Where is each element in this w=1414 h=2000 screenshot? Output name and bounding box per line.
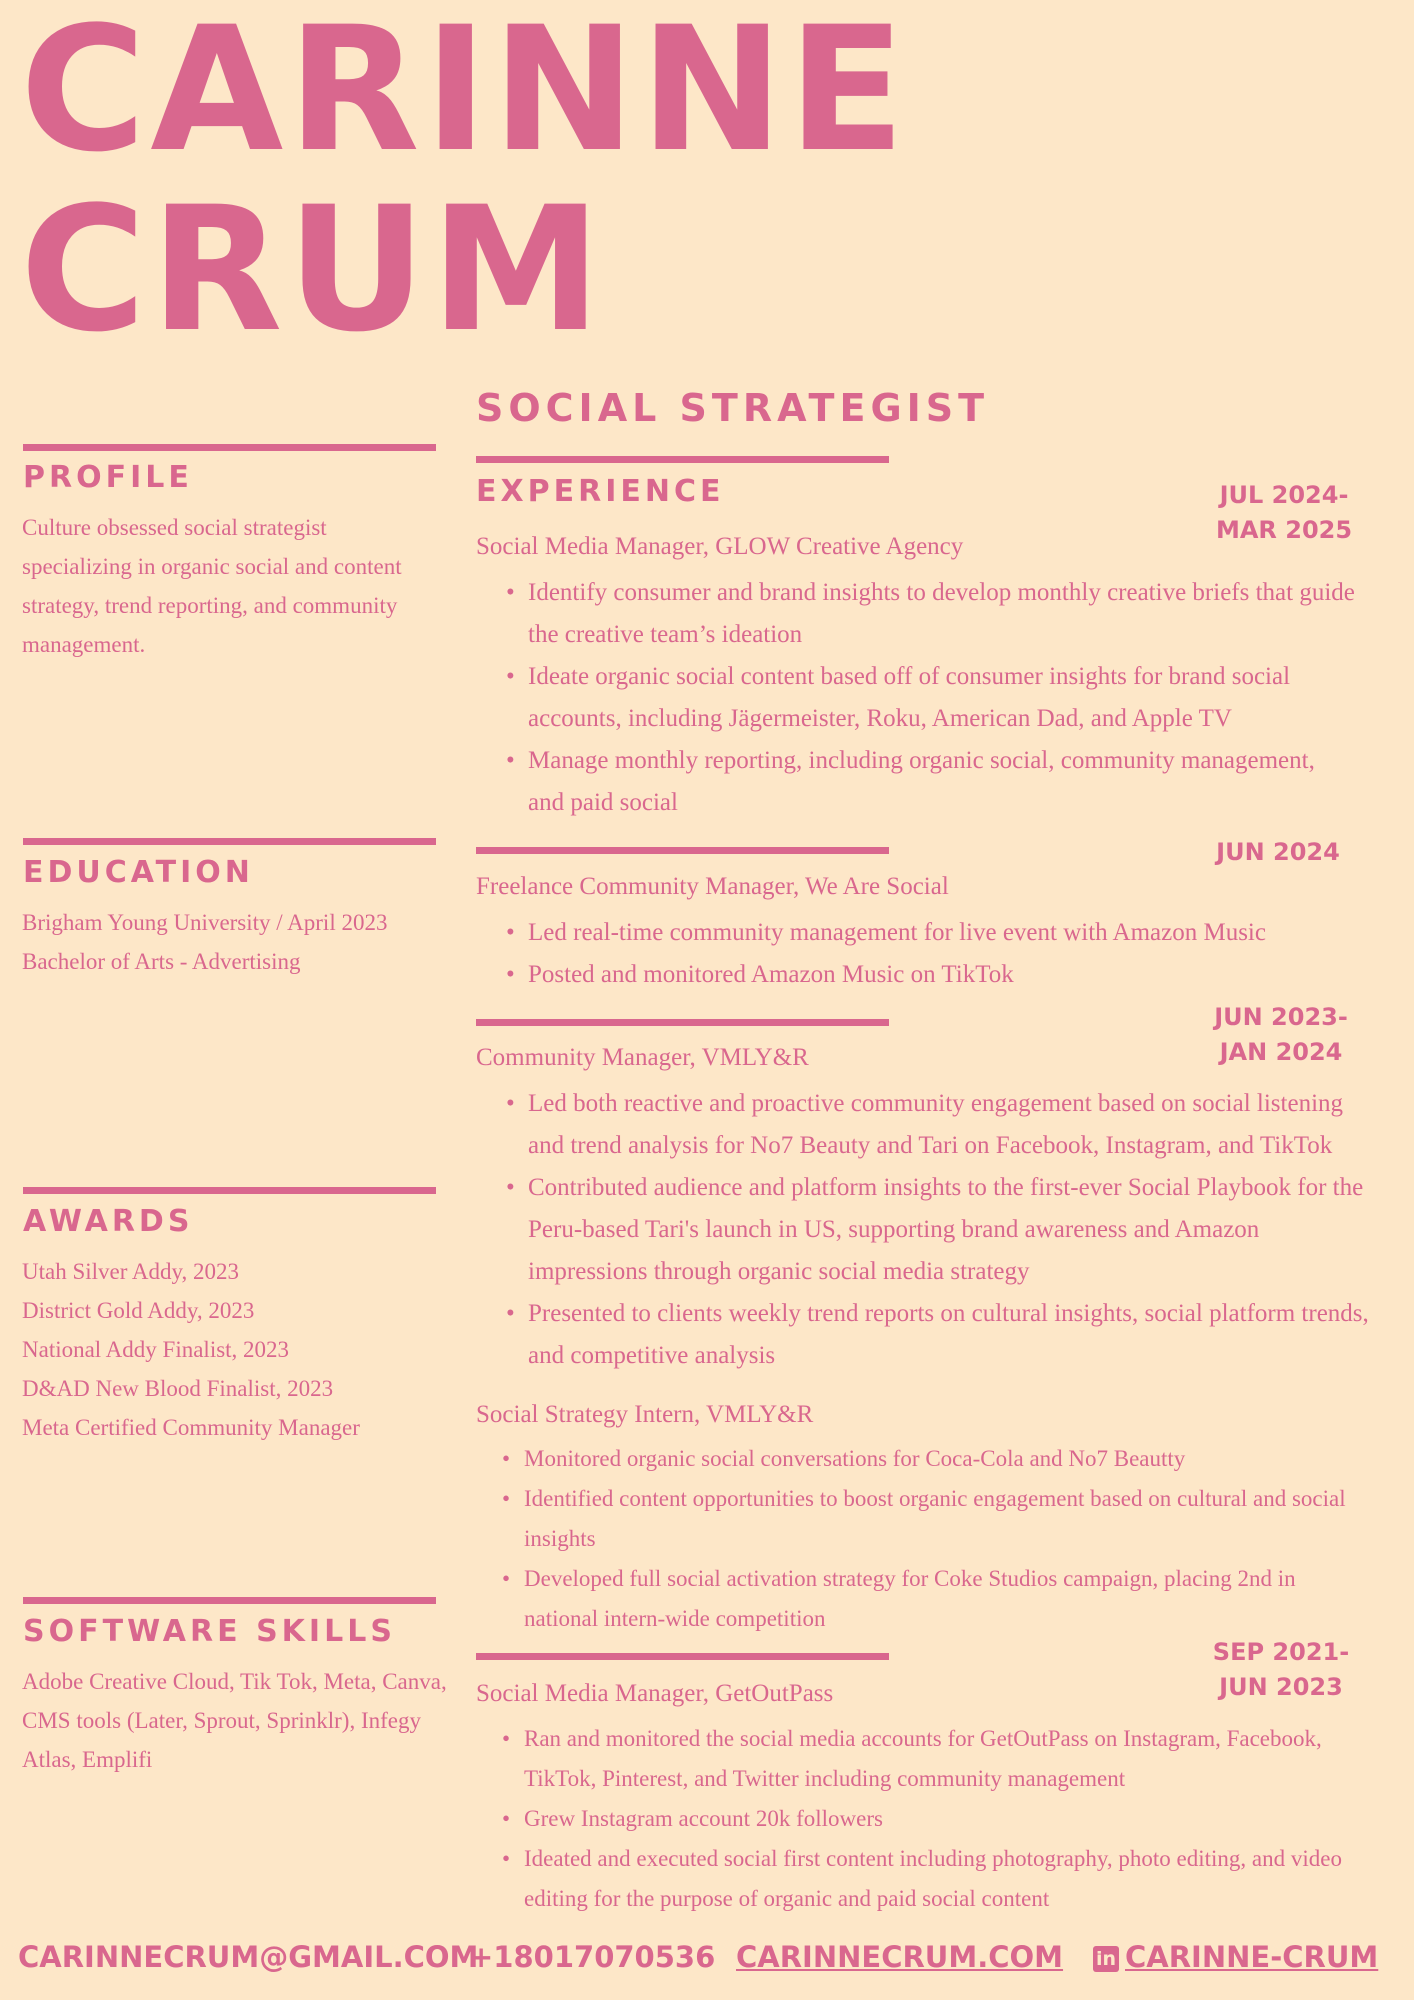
skills-text bbox=[22, 1662, 452, 1779]
phone-number[interactable]: +18017070536 bbox=[469, 1940, 716, 1974]
job-date-start: JUN 2024 bbox=[1216, 838, 1340, 866]
profile-text bbox=[22, 508, 452, 664]
job-bullets bbox=[472, 1719, 1407, 1919]
job-date bbox=[1196, 1635, 1366, 1705]
education-text bbox=[22, 903, 452, 981]
job-date bbox=[1193, 835, 1363, 870]
job-date-start: JUN 2023- bbox=[1214, 1003, 1348, 1031]
profile-heading: PROFILE bbox=[23, 460, 193, 495]
skills-heading: SOFTWARE SKILLS bbox=[23, 1614, 396, 1649]
linkedin-link[interactable] bbox=[1093, 1940, 1378, 1974]
job-title-heading: SOCIAL STRATEGIST bbox=[476, 386, 990, 430]
name-last: CRUM bbox=[20, 169, 606, 370]
name-first: CARINNE bbox=[20, 0, 910, 190]
job-title: Social Strategy Intern, VMLY&R bbox=[476, 1401, 814, 1428]
job-bullet: • Monitored organic social conversations for Coca-Cola and No7 Beautty bbox=[472, 1439, 1407, 1479]
job-bullet: • Ideated and executed social first content including photography, photo editing, and video editing for the purpose of organic and paid social content bbox=[472, 1839, 1407, 1919]
skills-line: Atlas, Emplifi bbox=[22, 1747, 153, 1772]
skills-divider bbox=[23, 1597, 436, 1604]
experience-divider bbox=[476, 456, 889, 463]
email-link[interactable]: CARINNECRUM@GMAIL.COM bbox=[18, 1940, 479, 1974]
awards-list bbox=[22, 1252, 452, 1447]
job-bullet: • Led both reactive and proactive community engagement based on social listening and trend analysis for No7 Beauty and Tari on Facebook, Instagram, and TikTok bbox=[476, 1083, 1411, 1167]
job-bullet: • Led real-time community management for live event with Amazon Music bbox=[476, 912, 1406, 954]
skills-line: CMS tools (Later, Sprout, Sprinklr), Infegy bbox=[22, 1708, 421, 1733]
education-heading: EDUCATION bbox=[23, 855, 254, 890]
job-date-end: JAN 2024 bbox=[1219, 1038, 1343, 1066]
job-date-start: SEP 2021- bbox=[1212, 1638, 1350, 1666]
education-line: Bachelor of Arts - Advertising bbox=[22, 949, 301, 974]
experience-heading: EXPERIENCE bbox=[476, 474, 725, 509]
job-bullets bbox=[476, 1083, 1411, 1377]
award-item: D&AD New Blood Finalist, 2023 bbox=[22, 1376, 334, 1401]
award-item: Meta Certified Community Manager bbox=[22, 1415, 360, 1440]
profile-line: management. bbox=[22, 632, 146, 657]
award-item: Utah Silver Addy, 2023 bbox=[22, 1259, 239, 1284]
job-bullet: • Identify consumer and brand insights to develop monthly creative briefs that guide the creative team’s ideation bbox=[476, 572, 1406, 656]
job-bullet: • Developed full social activation strategy for Coke Studios campaign, placing 2nd in national intern-wide competition bbox=[472, 1559, 1407, 1639]
linkedin-icon: in bbox=[1093, 1946, 1119, 1972]
job-date-end: MAR 2025 bbox=[1215, 516, 1353, 544]
job-bullet: • Presented to clients weekly trend reports on cultural insights, social platform trends, and competitive analysis bbox=[476, 1293, 1411, 1377]
award-item: National Addy Finalist, 2023 bbox=[22, 1337, 290, 1362]
job-bullet: • Grew Instagram account 20k followers bbox=[472, 1799, 1407, 1839]
job-bullets bbox=[476, 912, 1406, 996]
job-bullets bbox=[476, 572, 1406, 824]
job-title: Freelance Community Manager, We Are Social bbox=[476, 873, 949, 900]
education-line: Brigham Young University / April 2023 bbox=[22, 910, 388, 935]
job-title: Community Manager, VMLY&R bbox=[476, 1044, 809, 1071]
profile-line: strategy, trend reporting, and community bbox=[22, 593, 398, 618]
profile-line: specializing in organic social and content bbox=[22, 554, 402, 579]
job-title: Social Media Manager, GLOW Creative Agency bbox=[476, 533, 964, 560]
awards-heading: AWARDS bbox=[23, 1204, 194, 1239]
job-bullets bbox=[472, 1439, 1407, 1639]
job-bullet: • Contributed audience and platform insights to the first-ever Social Playbook for the Peru-based Tari's launch in US, supporting brand awareness and Amazon impressions through organic social media strategy bbox=[476, 1167, 1411, 1293]
skills-line: Adobe Creative Cloud, Tik Tok, Meta, Canva, bbox=[22, 1669, 447, 1694]
profile-line: Culture obsessed social strategist bbox=[22, 515, 327, 540]
job-bullet: • Ideate organic social content based off of consumer insights for brand social accounts, including Jägermeister, Roku, American Dad, and Apple TV bbox=[476, 656, 1406, 740]
job-date bbox=[1199, 478, 1369, 548]
profile-divider bbox=[23, 444, 436, 451]
job-date-start: JUL 2024- bbox=[1219, 481, 1349, 509]
job-bullet: • Posted and monitored Amazon Music on TikTok bbox=[476, 954, 1406, 996]
award-item: District Gold Addy, 2023 bbox=[22, 1298, 255, 1323]
website-link[interactable]: CARINNECRUM.COM bbox=[736, 1940, 1064, 1974]
job-bullet: • Manage monthly reporting, including organic social, community management, and paid social bbox=[476, 740, 1406, 824]
job-date-end: JUN 2023 bbox=[1219, 1673, 1343, 1701]
job-bullet: • Identified content opportunities to boost organic engagement based on cultural and social insights bbox=[472, 1479, 1407, 1559]
job-title: Social Media Manager, GetOutPass bbox=[476, 1680, 834, 1707]
candidate-name bbox=[20, 0, 910, 370]
linkedin-handle: CARINNE-CRUM bbox=[1125, 1940, 1379, 1974]
job-bullet: • Ran and monitored the social media accounts for GetOutPass on Instagram, Facebook, TikTok, Pinterest, and Twitter including community management bbox=[472, 1719, 1407, 1799]
job-divider bbox=[476, 1653, 889, 1660]
job-divider bbox=[476, 847, 889, 854]
job-date bbox=[1196, 1000, 1366, 1070]
education-divider bbox=[23, 838, 436, 845]
job-divider bbox=[476, 1019, 889, 1026]
awards-divider bbox=[23, 1187, 436, 1194]
